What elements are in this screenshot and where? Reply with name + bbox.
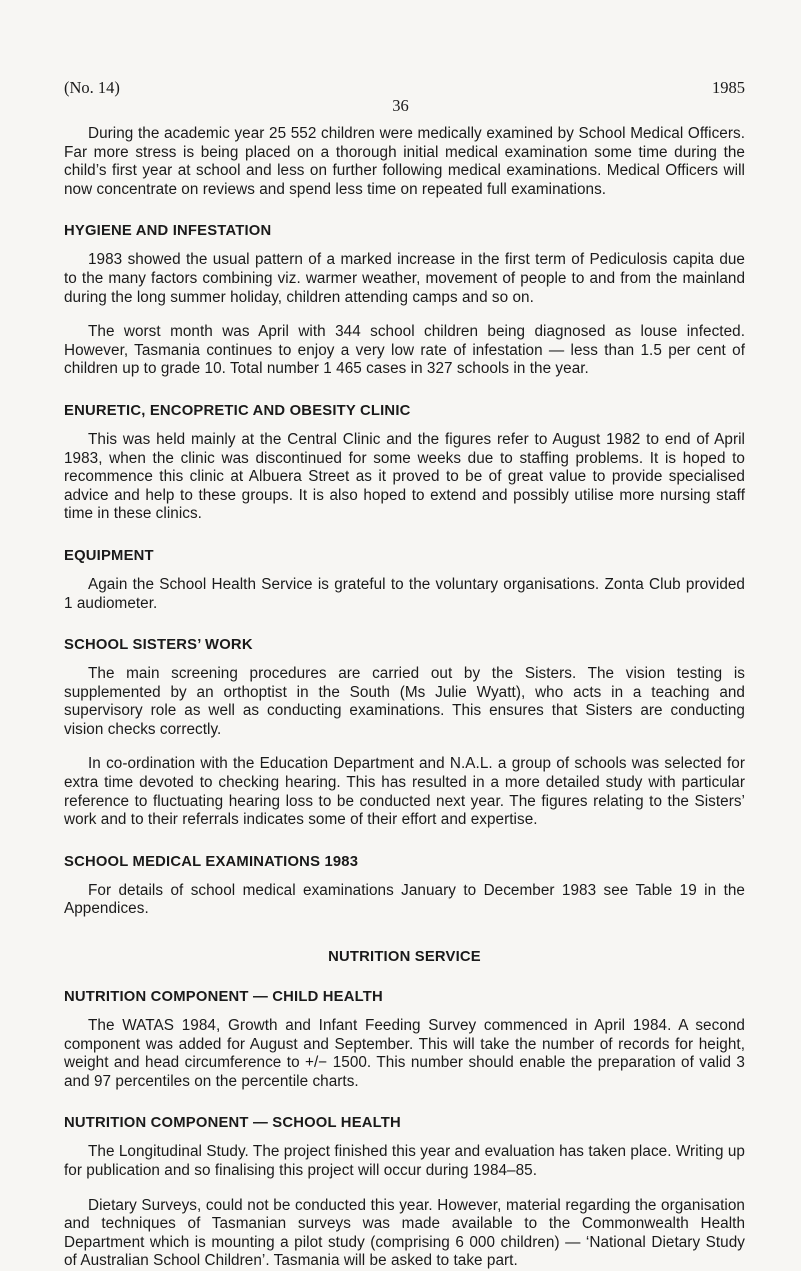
issue-number: (No. 14)	[64, 78, 120, 97]
heading-school-sisters: SCHOOL SISTERS’ WORK	[64, 637, 253, 654]
heading-hygiene: HYGIENE AND INFESTATION	[64, 223, 272, 240]
heading-school-health: NUTRITION COMPONENT — SCHOOL HEALTH	[64, 1115, 401, 1132]
child-health-paragraph: The WATAS 1984, Growth and Infant Feeding Survey commenced in April 1984. A second component was added for August and September. This will take the number of records for height, weight and head circumference to +/− 1500. This number should enable the preparation of valid 3 and 97 percentiles on the percentile charts.	[64, 1017, 745, 1090]
year: 1985	[712, 78, 745, 97]
hygiene-paragraph-1: 1983 showed the usual pattern of a marked increase in the first term of Pediculosis capita due to the many factors combining viz. warmer weather, movement of people to and from the mainland during the long summer holiday, children attending camps and so on.	[64, 251, 745, 306]
smexams-paragraph: For details of school medical examinations January to December 1983 see Table 19 in the Appendices.	[64, 881, 745, 918]
sisters-paragraph-2: In co-ordination with the Education Department and N.A.L. a group of schools was selected for extra time devoted to checking hearing. This has resulted in a more detailed study with particular reference to fluctuating hearing loss to be conducted next year. The figures relating to the Sisters’ work and to their referrals indicates some of their effort and expertise.	[64, 755, 745, 829]
hygiene-paragraph-2: The worst month was April with 344 school children being diagnosed as louse infected. However, Tasmania continues to enjoy a very low rate of infestation — less than 1.5 per cent of children up to grade 10. Total number 1 465 cases in 327 schools in the year.	[64, 323, 745, 378]
heading-enuretic-clinic: ENURETIC, ENCOPRETIC AND OBESITY CLINIC	[64, 402, 411, 419]
heading-child-health: NUTRITION COMPONENT — CHILD HEALTH	[64, 989, 383, 1006]
equipment-paragraph: Again the School Health Service is grateful to the voluntary organisations. Zonta Club provided 1 audiometer.	[64, 575, 745, 612]
page-number: 36	[392, 96, 409, 115]
heading-nutrition-service: NUTRITION SERVICE	[328, 949, 481, 966]
heading-school-medical-exams: SCHOOL MEDICAL EXAMINATIONS 1983	[64, 853, 359, 870]
school-health-paragraph-2: Dietary Surveys, could not be conducted this year. However, material regarding the organisation and techniques of Tasmanian surveys was made available to the Commonwealth Health Department which is mounting a pilot study (comprising 6 000 children) — ‘National Dietary Study of Australian School Children’. Tasmania will be asked to take part.	[64, 1196, 745, 1270]
heading-equipment: EQUIPMENT	[64, 547, 154, 564]
intro-paragraph: During the academic year 25 552 children were medically examined by School Medical Officers. Far more stress is being placed on a thorough initial medical examination some time during the child’s first year at school and less on further following medical examinations. Medical Officers will now concentrate on reviews and spend less time on repeated full examinations.	[64, 125, 745, 198]
sisters-paragraph-1: The main screening procedures are carried out by the Sisters. The vision testing is supplemented by an orthoptist in the South (Ms Julie Wyatt), who acts in a teaching and supervisory role as well as conducting examinations. This ensures that Sisters are conducting vision checks correctly.	[64, 665, 745, 738]
enuretic-paragraph: This was held mainly at the Central Clinic and the figures refer to August 1982 to end of April 1983, when the clinic was discontinued for some weeks due to staffing problems. It is hoped to recommence this clinic at Albuera Street as it proved to be of great value to provide specialised advice and help to these groups. It is also hoped to extend and possibly utilise more nursing staff time in these clinics.	[64, 430, 745, 523]
school-health-paragraph-1: The Longitudinal Study. The project finished this year and evaluation has taken place. Writing up for publication and so finalising this project will occur during 1984–85.	[64, 1143, 745, 1179]
page-body	[64, 125, 745, 1271]
